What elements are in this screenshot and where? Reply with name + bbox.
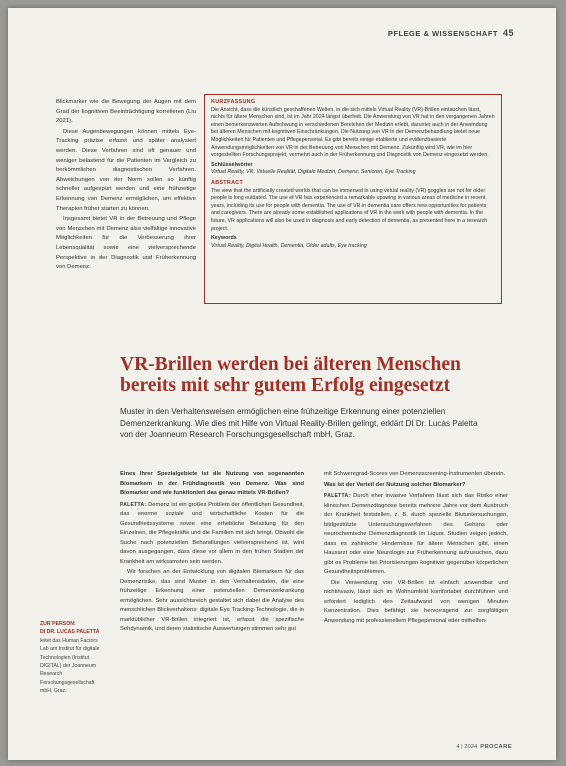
issue-number: 4 | 2024 bbox=[456, 744, 478, 750]
page-footer bbox=[456, 744, 512, 750]
answer-2-continued: Die Verwendung von VR-Brillen ist einfach anwendbar und nichtinvasiv, lässt sich im Wohnumfeld komfortabel durchführen und erfordert lediglich den Zeitaufwand von wenigen Minuten Konzentration. Dies befähigt sie hervorragend zur sorgfältigen Anwendung mit professionellem Pflegepersonal oder mithelfen- bbox=[324, 579, 508, 624]
interviewee-bio: leitet das Human Factors Lab am Institut für digitale Technologien (Institut DIGITAL) der Joanneum Research Forschungsgesellschaft mbH, Graz. bbox=[40, 637, 100, 695]
page-number: 45 bbox=[502, 28, 514, 38]
answer-2 bbox=[324, 492, 508, 578]
answer-1-continued: Wir forschen an der Entwicklung von digitalen Biomarkern für das Demenzrisiko, das sind Muster in den Verhaltensdaten, die eine frühzeitige Erkennung einer potenziellen Demenzerkrankung ermöglichen. Sehr aussichtsreich gestaltet sich dabei die Analyse des menschlichen Blickverhaltens: digitale Eye Tracking-Technologie, die in marktüblicher VR-Brillen integriert ist, erfasst die spezifische Sehdynamik, und deren statistische Auswertungen stimmen sehr gut bbox=[120, 569, 304, 632]
intro-column bbox=[56, 98, 196, 274]
magazine-brand: PROCARE bbox=[480, 744, 512, 750]
keywords-list: Virtual Reality, Digital Health, Dementia, Older adults, Eye tracking bbox=[211, 242, 367, 249]
abstract-heading: ABSTRACT bbox=[211, 179, 244, 186]
speaker-label: PALETTA: bbox=[324, 493, 351, 499]
section-title: PFLEGE & WISSENSCHAFT bbox=[387, 29, 498, 38]
answer-1-text: Demenz ist ein großes Problem der öffentlichen Gesundheit, das enorme soziale und wirtschaftliche Kosten für die Gesundheitssysteme sowie eine erhebliche Belastung für den Einzelnen, die Pflegekräfte und die Familien mit sich bringt. Obwohl die Suche nach potenziellen Behandlungen vielversprechend ist, wird davon ausgegangen, dass diese vor allem in den frühen Stadien der Krankheit am wirksamsten sein werden. bbox=[120, 501, 304, 565]
interviewee-label: ZUR PERSON: bbox=[40, 621, 76, 627]
body-column-2 bbox=[324, 470, 508, 627]
answer-2-text: Durch eher invasive Verfahren lässt sich das Risiko einer klinischen Demenzdiagnose bereits mehrere Jahre vor dem Ausbruch der Krankheit feststellen, z. B. durch spezielle Blutuntersuchungen, bildgestützte Untersuchungsverfahren des Gehirns oder neurochemische Demenzdiagnostik im Liquor. Studien zeigen jedoch, dass es zahlreiche Hindernisse für ältere Menschen gibt, einen Hausarzt oder eine Neurologin zur Früherkennung aufzusuchen, dazu gibt es Probleme bei Priorisierungen kognitiver gegenüber körperlichen Gesundheitsproblemen. bbox=[324, 493, 508, 575]
intro-paragraph-1: Blickmarker wie die Bewegung der Augen mit dem Grad der kognitiven Beeinträchtigung korrelieren (Liu 2021). bbox=[56, 99, 196, 125]
question-1: Eines Ihrer Spezialgebiete ist die Nutzung von sogenannten Biomarkern in der Frühdiagnostik von Demenz. Was sind Biomarker und wie funktioniert das genau mittels VR-Brillen? bbox=[120, 471, 304, 496]
schluesselwoerter-list: Virtual Reality, VR, Virtuelle Realität, Digitale Medizin, Demenz, Senioren, Eye Tracking bbox=[211, 169, 416, 176]
kurzfassung-text: Die Ansicht, dass die künstlich geschaffenen Welten, in die sich mittels Virtual Reality (VR)-Brillen eintauchen lässt, nichts für ältere Menschen sind, ist im Jahr 2024 längst überholt. Die Anwendung von VR hat in den vergangenen Jahren einen bemerkenswerten Aufschwung in verschiedenen Bereichen der Medizin erlebt, darunter auch in der Anwendung bei älteren Menschen mit kognitiven Einschränkungen. Die Nutzung von VR in der Demenzbehandlung bietet neue Möglichkeiten für Patienten und Pflegepersonal. Es gibt bereits einige etablierte und evidenzbasierte Anwendungsmöglichkeiten von VR in der Betreuung von Menschen mit Demenz. Zukünftig wird VR, wie im hier vorgestellten Forschungsprojekt, vermehrt auch in der Früherkennung und Diagnostik von Demenz eingesetzt werden. bbox=[211, 106, 495, 159]
abstract-box bbox=[204, 94, 502, 304]
answer-1-end: mit Schweregrad-Scores von Demenzscreening-Instrumenten überein. bbox=[324, 471, 506, 477]
interviewee-name: DI DR. LUCAS PALETTA bbox=[40, 629, 100, 636]
keywords-heading: Keywords bbox=[211, 235, 237, 242]
intro-paragraph-3: Insgesamt bietet VR in der Betreuung und Pflege von Menschen mit Demenz also vielfältige innovative Möglichkeiten für die Verbesserung ihrer Lebensqualität sowie eine vielversprechende Perspektive in der Diagnostik und Früherkennung von Demenz. bbox=[56, 216, 196, 271]
question-2: Was ist der Vorteil der Nutzung solcher Biomarker? bbox=[324, 481, 466, 488]
schluesselwoerter-heading: Schlüsselwörter bbox=[211, 161, 253, 168]
kurzfassung-heading: KURZFASSUNG bbox=[211, 99, 256, 105]
intro-paragraph-2: Diese Augenbewegungen können mittels Eye-Tracking präzise erfasst und später analysiert werden. Diese Verfahren sind oft genauer und weniger belastend für die Patienten im Vergleich zu herkömmlichen diagnostischen Verfahren. Abweichungen von der Norm sollen so künftig schneller aufgespürt werden und eine frühzeitige Erkennung von Demenz ermöglichen, um effektive Therapien früher starten zu können. bbox=[56, 128, 196, 212]
article-lead: Muster in den Verhaltensweisen ermöglichen eine frühzeitige Erkennung einer potenziellen Demenzerkrankung. Wie dies mit Hilfe von Virtual Reality-Brillen gelingt, erklärt DI Dr. Lucas Paletta von der Joanneum Research Forschungsgesellschaft mbH, Graz. bbox=[120, 407, 478, 439]
article-headline: VR-Brillen werden bei älteren Menschen bereits mit sehr gutem Erfolg eingesetzt bbox=[120, 354, 461, 396]
body-column-1 bbox=[120, 470, 304, 636]
running-head bbox=[388, 28, 514, 38]
magazine-page bbox=[8, 8, 556, 760]
interviewee-info bbox=[40, 620, 106, 696]
speaker-label: PALETTA: bbox=[120, 501, 147, 508]
abstract-text: The view that the artificially created worlds that can be immersed in using virtual reality (VR) goggles are not for older people is long outdated. The use of VR has experienced a remarkable upswing in various areas of medicine in recent years, including its use for people with dementia. The use of VR in dementia care offers new opportunities for patients and caregivers. There are already some established applications of VR in the work with people with dementia. In the future, VR applications will also be used in diagnosis and early detection of dementia, as presented here in a research project. bbox=[211, 187, 488, 232]
answer-1 bbox=[120, 501, 304, 568]
